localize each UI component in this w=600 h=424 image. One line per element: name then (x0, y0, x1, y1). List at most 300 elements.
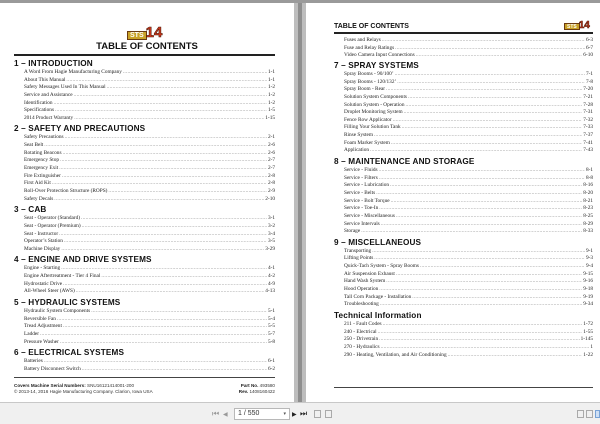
toc-entry-page: 1 (590, 343, 593, 350)
toc-entry[interactable] (334, 198, 593, 206)
toc-entry-page: 3-1 (267, 215, 275, 222)
toc-entry-label: Air Suspension Exhaust (344, 270, 395, 277)
toc-entry-page: 3-29 (265, 245, 275, 252)
logo-number: 14 (578, 20, 590, 31)
dot-leader (408, 94, 582, 102)
toc-entry-label: Rotating Beacons (24, 149, 62, 156)
toc-entry-page: 7-1 (585, 71, 593, 77)
toc-entry[interactable] (14, 134, 275, 142)
toc-entry[interactable] (14, 358, 275, 366)
toc-entry-label: Spray Booms - 120/132’ (344, 78, 397, 85)
dot-leader (74, 92, 267, 100)
toc-entry[interactable] (334, 336, 593, 344)
dot-leader (59, 231, 267, 239)
toc-entry-page: 7-33 (583, 124, 593, 131)
toc-entry[interactable] (334, 167, 593, 175)
toc-entry-page: 1-55 (583, 328, 593, 335)
toc-entry-page: 2-7 (267, 157, 275, 164)
dot-leader (74, 115, 264, 123)
toc-entry-page: 9-4 (585, 263, 593, 270)
toc-entry[interactable] (334, 86, 593, 94)
toc-entry-label: Application (344, 147, 370, 154)
section-heading[interactable]: 1 – INTRODUCTION (14, 59, 93, 68)
toc-entry-page: 8-21 (583, 197, 593, 204)
toc-entry[interactable] (334, 344, 593, 352)
toc-entry-label: Solution System Components (344, 93, 407, 100)
logo-text: STS (564, 23, 580, 30)
toc-entry[interactable] (344, 45, 593, 53)
toc-entry-page: 1-2 (267, 84, 275, 91)
dot-leader (60, 157, 267, 165)
single-page-view-icon[interactable] (314, 410, 321, 418)
dot-leader (52, 180, 267, 188)
toc-entry-label: 270 - Hydraulics (344, 343, 380, 350)
dot-leader (374, 255, 585, 263)
toc-entry-page: 8-29 (583, 220, 593, 227)
toc-entry[interactable] (334, 175, 593, 183)
toc-entry-page: 1-145 (580, 336, 593, 343)
page-title: TABLE OF CONTENTS (96, 41, 198, 52)
toc-entry-label: Ladder (24, 330, 39, 337)
section-heading[interactable]: 2 – SAFETY AND PRECAUTIONS (14, 124, 146, 134)
toc-entry[interactable] (334, 301, 593, 309)
toc-entry-label: Pressure Washer (24, 338, 59, 345)
toc-entry-page: 3-4 (267, 230, 275, 237)
toc-entry[interactable] (14, 366, 275, 374)
toc-entry-label: Emergency Stop (24, 157, 60, 164)
toc-entry-label: Service - Fluids (344, 167, 378, 174)
toc-entry-label: Foam Marker System (344, 139, 390, 146)
toc-entry-page: 2-8 (267, 172, 275, 179)
toc-entry-label: Fire Extinguisher (24, 172, 61, 179)
toc-entry-page: 7-8 (585, 78, 593, 85)
dot-leader (376, 190, 582, 198)
toc-entry[interactable] (334, 278, 593, 286)
toc-entry-label: Spray Booms - 90/100’ (344, 71, 394, 77)
toc-entry[interactable] (14, 180, 275, 188)
toc-entry[interactable] (14, 339, 275, 347)
part-value: 493580 (259, 383, 275, 388)
toc-entry-page: 9-15 (583, 270, 593, 277)
toc-section (14, 204, 275, 253)
toc-entry[interactable] (344, 37, 593, 45)
toc-entry[interactable] (14, 215, 275, 223)
dot-leader (396, 271, 582, 279)
toc-entry[interactable] (334, 228, 593, 236)
serial-value: SNU16121414001-200 (87, 383, 135, 388)
dot-leader (393, 117, 583, 125)
dot-leader (391, 198, 583, 206)
dot-leader (370, 147, 582, 155)
dot-leader (123, 69, 267, 77)
toc-entry[interactable] (14, 246, 275, 254)
toc-entry-page: 6-7 (585, 44, 593, 51)
toc-entry-label: Troubleshooting (344, 301, 379, 308)
page-right (306, 3, 600, 402)
toc-section (334, 156, 593, 236)
toc-entry[interactable] (334, 263, 593, 271)
dot-leader (63, 150, 267, 158)
toc-entry-page: 8-23 (583, 205, 593, 212)
dot-leader (383, 321, 583, 329)
section-heading[interactable]: 6 – ELECTRICAL SYSTEMS (14, 348, 125, 358)
toc-entry-label: Seat - Operator (Premium) (24, 222, 81, 229)
toc-entry-page: 7-21 (583, 93, 593, 100)
toc-entry[interactable] (334, 213, 593, 221)
toc-entry-page: 1-5 (267, 107, 275, 114)
toc-entry[interactable] (334, 71, 593, 79)
toc-entry[interactable] (14, 238, 275, 246)
toc-entry-page: 6-3 (585, 37, 593, 43)
toc-entry[interactable] (334, 321, 593, 329)
dot-leader (379, 167, 585, 175)
toc-entry-label: Engine - Starting (24, 265, 61, 272)
dot-leader (76, 288, 265, 296)
dot-leader (381, 221, 583, 229)
dot-leader (381, 344, 590, 352)
toc-entry-label: Solution System - Operation (344, 101, 405, 108)
toc-entry[interactable] (334, 329, 593, 337)
toc-entry[interactable] (14, 288, 275, 296)
dot-leader (395, 45, 585, 53)
toc-entry[interactable] (334, 140, 593, 148)
toc-entry[interactable] (14, 107, 275, 115)
toc-entry-page: 2-9 (267, 187, 275, 194)
toc-entry[interactable] (14, 331, 275, 339)
page-number-input[interactable] (234, 408, 290, 420)
sts14-logo (127, 26, 162, 40)
toc-entry-label: Machine Display (24, 245, 61, 252)
toc-entry-page: 2-1 (267, 134, 275, 141)
toc-entry-label: Filling Your Solution Tank (344, 124, 401, 131)
toc-entry-page: 5-8 (267, 338, 275, 345)
dot-leader (405, 102, 582, 110)
dot-leader (397, 79, 585, 87)
toc-entry[interactable] (334, 94, 593, 102)
toc-section (14, 123, 275, 203)
toc-list (14, 58, 275, 375)
toc-entry-label: Service Intervals (344, 220, 380, 227)
toc-entry-page: 4-1 (267, 265, 275, 272)
toc-entry-label: Service - Miscellaneous (344, 212, 395, 219)
toc-entry-label: Service and Assistance (24, 91, 73, 98)
continuous-view-icon[interactable] (325, 410, 332, 418)
toc-entry-page: 6-1 (267, 358, 275, 365)
toc-entry-page: 1-1 (267, 69, 275, 75)
dot-leader (372, 248, 585, 256)
toc-entry[interactable] (334, 205, 593, 213)
toc-entry-label: Fuse and Relay Ratings (344, 44, 395, 51)
toc-entry[interactable] (14, 231, 275, 239)
toc-entry[interactable] (334, 79, 593, 87)
toc-entry[interactable] (14, 69, 275, 77)
section-heading[interactable]: 3 – CAB (14, 205, 47, 215)
dot-leader (374, 132, 582, 140)
toc-entry[interactable] (14, 273, 275, 281)
toc-entry[interactable] (14, 196, 275, 204)
dot-leader (60, 339, 267, 347)
last-page-button[interactable]: ⏭ (300, 409, 308, 418)
toc-entry[interactable] (334, 221, 593, 229)
toc-entry-page: 1-1 (267, 76, 275, 83)
toc-entry[interactable] (334, 190, 593, 198)
toc-entry-page: 7-41 (583, 139, 593, 146)
toc-entry-page: 1-15 (265, 114, 275, 121)
dot-leader (379, 336, 580, 344)
toc-entry-label: Identification (24, 99, 53, 106)
toc-entry-label: Reversible Fan (24, 315, 56, 322)
toc-entry-label: Service - Lubrication (344, 182, 390, 189)
dot-leader (54, 196, 264, 204)
dot-leader (82, 366, 267, 374)
toc-entry-label: Hood Operation (344, 286, 379, 293)
dot-leader (61, 265, 267, 273)
toc-entry[interactable] (334, 255, 593, 263)
dot-leader (91, 308, 267, 316)
toc-entry[interactable] (14, 188, 275, 196)
toc-entry[interactable] (14, 150, 275, 158)
toc-entry-label: Specifications (24, 107, 55, 114)
dot-leader (420, 263, 585, 271)
toc-entry-label: Hydraulic System Components (24, 308, 91, 315)
section-heading[interactable]: 4 – ENGINE AND DRIVE SYSTEMS (14, 255, 152, 265)
toc-entry[interactable] (334, 294, 593, 302)
toc-entry-page: 5-4 (267, 315, 275, 322)
section-heading[interactable]: 8 – MAINTENANCE AND STORAGE (334, 157, 475, 167)
toc-entry[interactable] (14, 173, 275, 181)
dot-leader (416, 52, 583, 60)
toc-entry-page: 9-34 (583, 301, 593, 308)
copyright: © 2013-14, 2016 Hagie Manufacturing Company. Clarion, Iowa USA (14, 389, 153, 395)
title-rule (14, 54, 275, 56)
toc-entry-label: Spray Boom - Rear (344, 86, 386, 93)
toc-entry-label: Fence Row Applicator (344, 116, 392, 123)
prev-page-button[interactable]: ◀ (223, 411, 228, 418)
toc-entry-label: Tread Adjustment (24, 323, 62, 330)
toc-entry-label: All-Wheel Steer (AWS) (24, 288, 75, 295)
dot-leader (55, 107, 267, 115)
toc-entry-label: Quick-Tach System - Spray Booms (344, 263, 419, 270)
dot-leader (379, 205, 582, 213)
toc-entry-page: 1-72 (583, 320, 593, 327)
dot-leader (391, 140, 582, 148)
toc-entry-label: Seat - Instructor (24, 230, 59, 237)
toc-entry-label: Lifting Points (344, 255, 374, 262)
toc-section (14, 297, 275, 346)
toc-entry-page: 4-13 (265, 288, 275, 295)
dot-leader (448, 352, 583, 360)
sts14-logo-right (564, 21, 590, 30)
toc-entry[interactable] (334, 271, 593, 279)
navigation-toolbar (0, 402, 600, 424)
section-heading[interactable]: 7 – SPRAY SYSTEMS (334, 61, 419, 70)
dot-leader (82, 223, 267, 231)
toc-entry-page: 9-3 (585, 255, 593, 262)
toc-entry[interactable] (334, 182, 593, 190)
dot-leader (396, 213, 582, 221)
footer-rule (334, 387, 593, 388)
toc-entry-label: Service - Toe-In (344, 205, 379, 212)
page-gutter (294, 3, 306, 402)
rev-value: 1408160422 (249, 389, 275, 395)
toc-entry[interactable] (334, 109, 593, 117)
toc-section (14, 254, 275, 296)
toc-entry-label: 211 - Fault Codes (344, 320, 382, 327)
dot-leader (361, 228, 582, 236)
toc-entry-label: Battery Disconnect Switch (24, 365, 81, 372)
toc-entry[interactable] (14, 165, 275, 173)
toc-entry-label: Hand Wash System (344, 278, 386, 285)
dot-leader (81, 215, 267, 223)
toc-entry-label: Emergency Exit (24, 165, 59, 172)
toc-entry-label: Hydrostatic Drive (24, 280, 63, 287)
dot-leader (59, 165, 267, 173)
toc-entry-label: Operator’s Station (24, 238, 63, 245)
toc-continued (344, 37, 593, 60)
toc-section (334, 310, 593, 359)
toc-entry-page: 2-8 (267, 180, 275, 187)
section-heading[interactable]: 5 – HYDRAULIC SYSTEMS (14, 298, 121, 308)
title-rule (334, 32, 593, 34)
toc-entry-label: 240 - Electrical (344, 328, 377, 335)
page-left (0, 3, 294, 402)
toc-entry-page: 7-32 (583, 116, 593, 123)
toc-entry[interactable] (334, 132, 593, 140)
toc-entry-label: Storage (344, 228, 361, 235)
toc-entry-page: 4-9 (267, 280, 275, 287)
fit-page-icon[interactable] (577, 410, 584, 418)
section-heading[interactable]: 9 – MISCELLANEOUS (334, 237, 422, 247)
toc-entry-page: 2-6 (267, 142, 275, 149)
toc-entry-label: Video Camera Input Connections (344, 52, 415, 59)
toc-entry[interactable] (14, 115, 275, 123)
toc-entry[interactable] (14, 323, 275, 331)
toc-entry-label: About This Manual (24, 76, 66, 83)
dot-leader (395, 71, 585, 79)
page-title-right: TABLE OF CONTENTS (334, 23, 409, 30)
toc-entry-page: 9-1 (585, 247, 593, 254)
toc-entry[interactable] (334, 117, 593, 125)
dot-leader (379, 286, 582, 294)
dot-leader (380, 301, 582, 309)
toc-entry-page: 4-2 (267, 273, 275, 280)
dot-leader (61, 246, 264, 254)
toc-entry[interactable] (334, 102, 593, 110)
toc-entry-label: Service - Bolt Torque (344, 197, 390, 204)
toc-entry-page: 2-6 (267, 149, 275, 156)
dot-leader (386, 278, 582, 286)
serial-label: Covers Machine Serial Numbers: (14, 383, 86, 388)
toc-entry[interactable] (334, 147, 593, 155)
toc-entry-label: Service - Filters (344, 174, 378, 181)
toc-entry[interactable] (14, 92, 275, 100)
toc-entry-page: 8-33 (583, 228, 593, 235)
toc-entry-label: 290 - Heating, Ventilation, and Air Conditioning (344, 351, 447, 358)
toc-entry-label: Safety Messages Used In This Manual (24, 84, 106, 91)
toc-entry-label: Transporting (344, 247, 372, 254)
two-page-continuous-icon[interactable] (595, 410, 600, 418)
toc-entry-label: Safety Precautions (24, 134, 64, 141)
toc-entry-label: Service - Belts (344, 189, 376, 196)
dot-leader (62, 173, 267, 181)
toc-entry[interactable] (14, 265, 275, 273)
chevron-down-icon[interactable]: ▾ (283, 411, 286, 417)
toc-entry-page: 5-5 (267, 323, 275, 330)
toc-entry-page: 9-16 (583, 278, 593, 285)
toc-entry-page: 7-28 (583, 101, 593, 108)
toc-entry[interactable] (334, 286, 593, 294)
dot-leader (40, 331, 267, 339)
toc-entry-page: 3-2 (267, 222, 275, 229)
toc-entry-page: 2-10 (265, 195, 275, 202)
dot-leader (402, 124, 583, 132)
toc-entry[interactable] (14, 142, 275, 150)
toc-entry[interactable] (14, 316, 275, 324)
toc-entry-page: 6-2 (267, 365, 275, 372)
toc-entry-label: Roll-Over Protection Structure (ROPS) (24, 187, 108, 194)
dot-leader (65, 134, 267, 142)
toc-entry-page: 5-7 (267, 330, 275, 337)
dot-leader (412, 294, 582, 302)
dot-leader (379, 175, 585, 183)
toc-entry-label: 2014 Product Warranty (24, 114, 74, 121)
toc-entry[interactable] (344, 52, 593, 60)
dot-leader (390, 182, 582, 190)
dot-leader (54, 100, 267, 108)
toc-entry[interactable] (14, 223, 275, 231)
toc-entry-label: Fuses and Relays (344, 37, 381, 43)
dot-leader (378, 329, 583, 337)
dot-leader (382, 37, 585, 45)
toc-entry[interactable] (334, 352, 593, 360)
logo-number: 14 (145, 24, 163, 41)
dot-leader (63, 281, 267, 289)
rev-label: Rev. (238, 389, 249, 395)
toc-section (14, 58, 275, 122)
section-heading[interactable]: Technical Information (334, 310, 422, 320)
toc-entry-page: 8-8 (585, 174, 593, 181)
toc-entry-page: 7-37 (583, 132, 593, 139)
two-page-view-icon[interactable] (586, 410, 593, 418)
first-page-button[interactable]: ⏮ (212, 409, 220, 418)
toc-entry-label: Safety Decals (24, 195, 54, 202)
toc-entry-label: First Aid Kit (24, 180, 51, 187)
logo-text: STS (127, 31, 147, 40)
toc-entry-page: 3-5 (267, 238, 275, 245)
toc-entry[interactable] (14, 84, 275, 92)
toc-entry-label: Engine Aftertreatment - Tier 4 Final (24, 273, 101, 280)
toc-entry[interactable] (14, 308, 275, 316)
toc-entry-label: Droplet Monitoring System (344, 109, 403, 116)
toc-entry-page: 9-18 (583, 286, 593, 293)
dot-leader (63, 323, 267, 331)
toc-entry-page: 8-16 (583, 182, 593, 189)
next-page-button[interactable]: ▶ (292, 411, 297, 418)
toc-entry-page: 8-25 (583, 212, 593, 219)
toc-entry[interactable] (334, 124, 593, 132)
toc-entry-page: 7-20 (583, 86, 593, 93)
toc-list (334, 60, 593, 360)
toc-entry[interactable] (14, 157, 275, 165)
dot-leader (108, 188, 267, 196)
toc-section (14, 347, 275, 373)
toc-entry-page: 9-19 (583, 293, 593, 300)
dot-leader (107, 84, 267, 92)
dot-leader (44, 142, 267, 150)
toc-section (334, 237, 593, 309)
toc-entry-label: Seat - Operator (Standard) (24, 215, 81, 222)
toc-entry-page: 8-20 (583, 189, 593, 196)
